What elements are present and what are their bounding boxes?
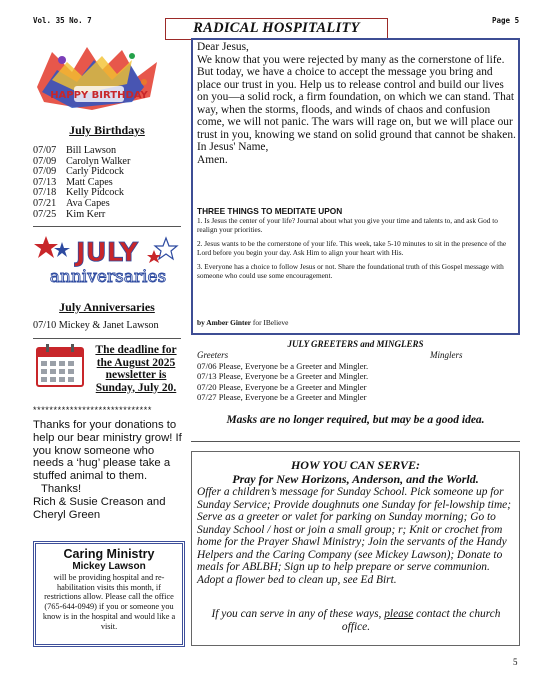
- meditate-item: 3. Everyone has a choice to follow Jesus or not. Share the foundational truth of this Gospel message with someone who could use some encouragement.: [197, 262, 504, 280]
- caring-ministry-title: Caring Ministry: [63, 547, 155, 561]
- page-label: Page 5: [492, 16, 520, 25]
- serve-contact: [197, 608, 515, 633]
- birthday-date: 07/07: [33, 145, 57, 156]
- devotion-salutation: Dear Jesus,: [197, 41, 249, 53]
- meditate-title: THREE THINGS TO MEDITATE UPON: [197, 206, 343, 216]
- birthday-date: 07/21: [33, 197, 57, 209]
- divider: [33, 338, 181, 339]
- thanks-signoff: Thanks!: [41, 482, 82, 495]
- calendar-icon: [35, 342, 85, 388]
- birthday-art-text: HAPPY BIRTHDAY: [50, 90, 148, 101]
- serve-contact-pre: If you can serve in any of these ways,: [211, 608, 385, 620]
- meditate-list: [197, 217, 515, 287]
- anniversaries-title: July Anniversaries: [59, 300, 155, 314]
- newsletter-deadline: [88, 344, 184, 394]
- page-number: 5: [513, 657, 518, 667]
- devotion-body: We know that you were rejected by many as the cornerstone of life. But today, we have a choice to accept the message you bring and place our trust in you. Help us to release control and build our lives on you—a solid rock, a firm foundation, on which we can stand. That way, when the storms, floods, and winds of chaos and confusion come, we will not panic. The wars will rage on, but we will place our trust in you, knowing we stand on solid ground that cannot be shaken.: [197, 53, 516, 141]
- meditate-item: 1. Is Jesus the center of your life? Journal about what you give your time and talents to, and ask God to realign your priorities.: [197, 216, 498, 234]
- anniversaries-art-title: JULY: [75, 238, 139, 268]
- birthdays-list: [33, 146, 181, 220]
- deadline-line: the August 2025: [96, 356, 176, 369]
- anniversaries-art: [32, 232, 180, 288]
- divider: [191, 441, 520, 442]
- birthday-art: [32, 42, 162, 114]
- birthday-name: Kelly Pidcock: [66, 187, 125, 199]
- birthday-row: [33, 199, 181, 210]
- birthdays-title: July Birthdays: [69, 123, 145, 137]
- birthday-date: 07/25: [33, 208, 57, 220]
- greeter-row: 07/27 Please, Everyone be a Greeter and Mingler: [197, 391, 367, 402]
- greeter-row: 07/20 Please, Everyone be a Greeter and Mingler: [197, 381, 367, 392]
- byline-source: for IBelieve: [251, 318, 289, 327]
- divider: [33, 226, 181, 227]
- anniversary-entry: 07/10 Mickey & Janet Lawson: [33, 320, 159, 331]
- birthday-date: 07/09: [33, 155, 57, 167]
- birthday-name: Kim Kerr: [66, 208, 106, 220]
- birthday-name: Carolyn Walker: [66, 155, 131, 167]
- anniversaries-art-subtitle: anniversaries: [49, 267, 167, 287]
- devotion-amen: Amen.: [197, 153, 228, 166]
- devotion-prayer: [197, 41, 517, 166]
- byline-author: by Amber Ginter: [197, 318, 252, 327]
- birthday-name: Carly Pidcock: [66, 166, 125, 178]
- caring-ministry-body: will be providing hospital and re-habilitation visits this month, if restrictions allow. Please call the office (765-644-0949) if you or someone you know is in the hospital and would like a visit.: [42, 573, 176, 631]
- birthday-date: 07/18: [33, 187, 57, 199]
- deadline-line: Sunday, July 20.: [95, 381, 177, 394]
- greeters-column-label: Greeters: [197, 350, 229, 360]
- banner-title: RADICAL HOSPITALITY: [193, 20, 360, 36]
- birthday-row: [33, 210, 181, 221]
- greeters-list: [197, 361, 517, 402]
- birthday-name: Ava Capes: [66, 197, 110, 209]
- birthday-name: Matt Capes: [66, 176, 113, 188]
- masks-notice: Masks are no longer required, but may be a good idea.: [226, 414, 485, 426]
- birthday-name: Bill Lawson: [66, 145, 117, 156]
- greeter-row: 07/06 Please, Everyone be a Greeter and Mingler.: [197, 361, 369, 371]
- serve-body-text: Offer a children’s message for Sunday School. Pick someone up for Sunday Service; Provide doughnuts one Sunday for fel-lowship time; Serve as a greeter or valet for parking on Sunday morning; Go to Sunday School / host or join a small group; r; Knit or crochet from home for the Prayer Shawl Ministry; Join the servants of the Handy Helpers and the Caring Company (see Mickey Lawson); Donate to meals for ABLBH; Sign up to help prepare or serve communion. Adopt a flower bed to clean up, see Ed Birt.: [197, 486, 512, 586]
- bear-ministry-thanks: [33, 419, 185, 521]
- birthday-date: 07/13: [33, 176, 57, 188]
- devotion-closing: In Jesus' Name,: [197, 141, 269, 153]
- serve-contact-post: contact the church office.: [341, 608, 501, 633]
- volume-label: Vol. 35 No. 7: [33, 16, 92, 25]
- thanks-paragraph: Thanks for your donations to help our bear ministry grow! If you know someone who needs a ‘hug’ please take a stuffed animal to them.: [33, 419, 182, 483]
- greeter-row: 07/13 Please, Everyone be a Greeter and Mingler.: [197, 371, 369, 382]
- serve-subtitle: Pray for New Horizons, Anderson, and the World.: [232, 472, 479, 486]
- minglers-column-label: Minglers: [430, 350, 463, 360]
- banner: [165, 18, 388, 40]
- greeters-header: [197, 350, 517, 360]
- birthday-date: 07/09: [33, 166, 57, 178]
- devotion-byline: [197, 318, 515, 327]
- deadline-line: newsletter is: [105, 369, 167, 381]
- caring-ministry-contact: Mickey Lawson: [72, 561, 146, 572]
- serve-body: [197, 486, 515, 586]
- caring-ministry-box: [33, 541, 185, 647]
- thanks-signers: Rich & Susie Creason and Cheryl Green: [33, 495, 166, 521]
- greeters-title: JULY GREETERS and MINGLERS: [287, 339, 424, 349]
- star-divider: *****************************: [33, 405, 152, 415]
- serve-title: HOW YOU CAN SERVE:: [290, 458, 421, 472]
- meditate-item: 2. Jesus wants to be the cornerstone of your life. This week, take 5-10 minutes to sit in the presence of the Lord before you begin your day. Ask Him to align your heart with His.: [197, 239, 507, 257]
- deadline-line: The deadline for: [95, 344, 177, 356]
- serve-contact-emphasis: please: [384, 608, 414, 620]
